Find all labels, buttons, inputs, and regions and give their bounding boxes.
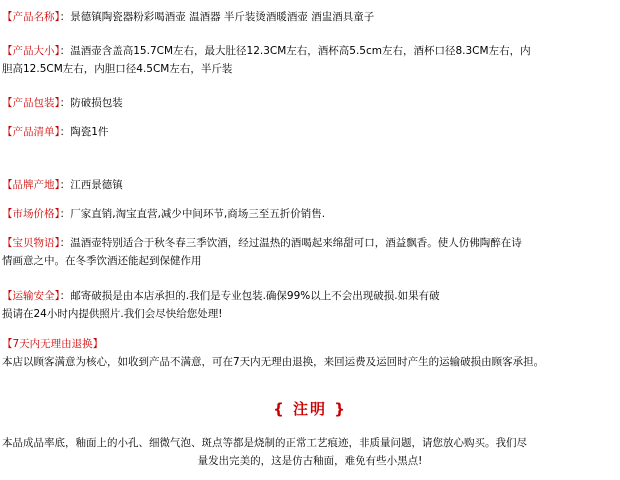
notice-text-line2: 量发出完美的，这是仿古釉面，难免有些小黑点!: [197, 455, 423, 467]
brand-origin-label: 【品牌产地】: [2, 179, 60, 191]
returns-title-row: [2, 335, 618, 354]
product-name-value: ：景德镇陶瓷器粉彩喝酒壶 温酒器 半斤装烫酒暖酒壶 酒盅酒具童子: [59, 11, 375, 23]
returns-value: 本店以顾客满意为核心，如收到产品不满意，可在7天内无理由退换，来回运费及运回时产生的运输破损由顾客承担。: [2, 356, 545, 368]
brand-origin-row: [2, 176, 618, 195]
shipping-safety-value-line2: 损请在24小时内提供照片.我们会尽快给您处理!: [2, 308, 223, 320]
shipping-safety-row-continued: [2, 305, 618, 324]
product-story-value-line2: 情画意之中。在冬季饮酒还能起到保健作用: [2, 255, 202, 267]
product-size-value-line1: ：温酒壶含盖高15.7CM左右，最大肚径12.3CM左右，酒杯高5.5cm左右，酒杯口径8.3CM左右，内: [59, 45, 531, 57]
product-story-row-continued: [2, 252, 618, 271]
product-package-row: [2, 94, 618, 113]
returns-label: 【7天内无理由退换】: [2, 338, 104, 350]
product-size-row-continued: [2, 60, 618, 79]
product-package-value: ：防破损包装: [59, 97, 123, 109]
market-price-value: ：厂家直销,淘宝直营,减少中间环节,商场三至五折价销售.: [59, 208, 326, 220]
returns-body-row: [2, 353, 618, 372]
product-story-row: [2, 234, 618, 253]
product-size-row: [2, 42, 618, 61]
market-price-row: [2, 205, 618, 224]
brand-origin-value: ：江西景德镇: [59, 179, 123, 191]
product-size-label: 【产品大小】: [2, 45, 60, 57]
notice-text-line1: 本品成品率底，釉面上的小孔、细微气泡、斑点等都是烧制的正常工艺痕迹，非质量问题，请您放心购买。我们尽: [2, 437, 527, 449]
product-list-row: [2, 123, 618, 142]
notice-body-line1: [2, 434, 618, 453]
notice-body-line2: [2, 452, 618, 471]
product-story-label: 【宝贝物语】: [2, 237, 60, 249]
shipping-safety-row: [2, 287, 618, 306]
product-package-label: 【产品包装】: [2, 97, 60, 109]
product-name-label: 【产品名称】: [2, 11, 60, 23]
market-price-label: 【市场价格】: [2, 208, 60, 220]
product-list-label: 【产品清单】: [2, 126, 60, 138]
product-size-value-line2: 胆高12.5CM左右，内胆口径4.5CM左右，半斤装: [2, 63, 233, 75]
shipping-safety-label: 【运输安全】: [2, 290, 60, 302]
shipping-safety-value-line1: ：邮寄破损是由本店承担的.我们是专业包装.确保99%以上不会出现破损.如果有破: [59, 290, 440, 302]
notice-title: { 注明 }: [273, 400, 347, 418]
product-list-value: ：陶瓷1件: [59, 126, 109, 138]
product-story-value-line1: ：温酒壶特别适合于秋冬春三季饮酒，经过温热的酒喝起来绵甜可口，酒益飘香。使人仿佛陶醉在诗: [59, 237, 522, 249]
product-name-row: [2, 8, 618, 27]
